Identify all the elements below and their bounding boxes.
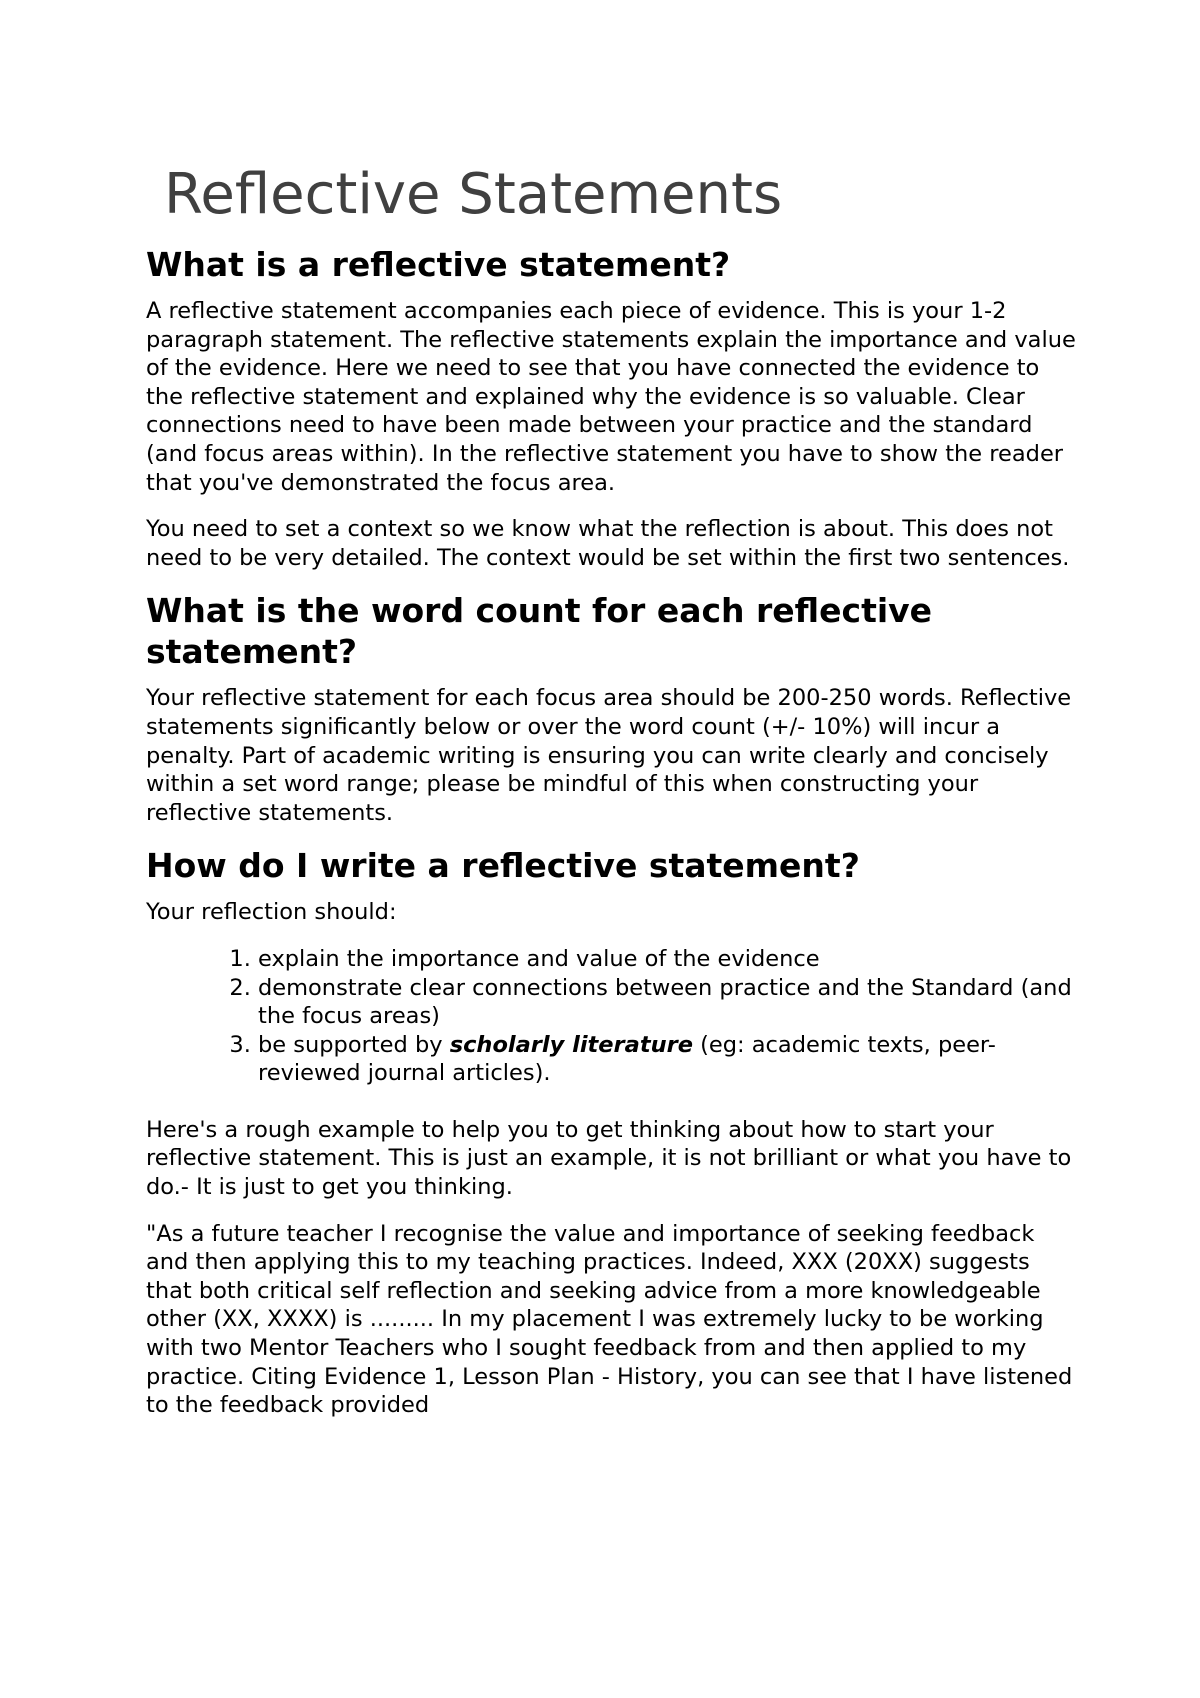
- list-item: 2. demonstrate clear connections between practice and the Standard (and the focus areas): [258, 974, 1076, 1031]
- paragraph-word-count: Your reflective statement for each focus area should be 200-250 words. Reflective statements significantly below or over the word count (+/- 10%) will incur a penalty. Part of academic writing is ensuring you can write clearly and concisely within a set word range; please be mindful of this when constructing your reflective statements.: [146, 685, 1072, 826]
- section-heading-what-is: What is a reflective statement?: [146, 245, 731, 284]
- section-what-is: [146, 244, 1076, 572]
- document-title: Reflective Statements: [164, 162, 783, 227]
- reflection-criteria-list: [146, 945, 1076, 1088]
- list-item: 1. explain the importance and value of the evidence: [258, 945, 1076, 974]
- list-item: [258, 1031, 1076, 1088]
- list-item-text: be supported by: [258, 1031, 450, 1058]
- emphasis-scholarly-literature: scholarly literature: [449, 1031, 693, 1058]
- paragraph-how-to-intro: Your reflection should:: [146, 899, 397, 926]
- paragraph-example-intro: Here's a rough example to help you to get thinking about how to start your reflective statement. This is just an example, it is not brilliant or what you have to do.- It is just to get you thinking.: [146, 1116, 1072, 1201]
- section-word-count: [146, 590, 1076, 827]
- paragraph-what-is-1: A reflective statement accompanies each piece of evidence. This is your 1-2 paragraph statement. The reflective statements explain the importance and value of the evidence. Here we need to see that you have connected the evidence to the reflective statement and explained why the evidence is so valuable. Clear connections need to have been made between your practice and the standard (and focus areas within). In the reflective statement you have to show the reader that you've demonstrated the focus area.: [146, 298, 1076, 496]
- document-page: [146, 160, 1076, 1438]
- paragraph-example-quote: "As a future teacher I recognise the value and importance of seeking feedback and then applying this to my teaching practices. Indeed, XXX (20XX) suggests that both critical self reflection and seeking advice from a more knowledgeable other (XX, XXXX) is ......... In my placement I was extremely lucky to be working with two Mentor Teachers who I sought feedback from and then applied to my practice. Citing Evidence 1, Lesson Plan - History, you can see that I have listened to the feedback provided: [146, 1220, 1073, 1419]
- section-how-to: [146, 845, 1076, 1420]
- list-item-text: (eg: academic texts, peer-reviewed journal articles).: [258, 1031, 996, 1087]
- section-heading-word-count: What is the word count for each reflective statement?: [146, 591, 933, 672]
- paragraph-what-is-2: You need to set a context so we know what the reflection is about. This does not need to be very detailed. The context would be set within the first two sentences.: [146, 516, 1070, 571]
- section-heading-how-to: How do I write a reflective statement?: [146, 846, 860, 886]
